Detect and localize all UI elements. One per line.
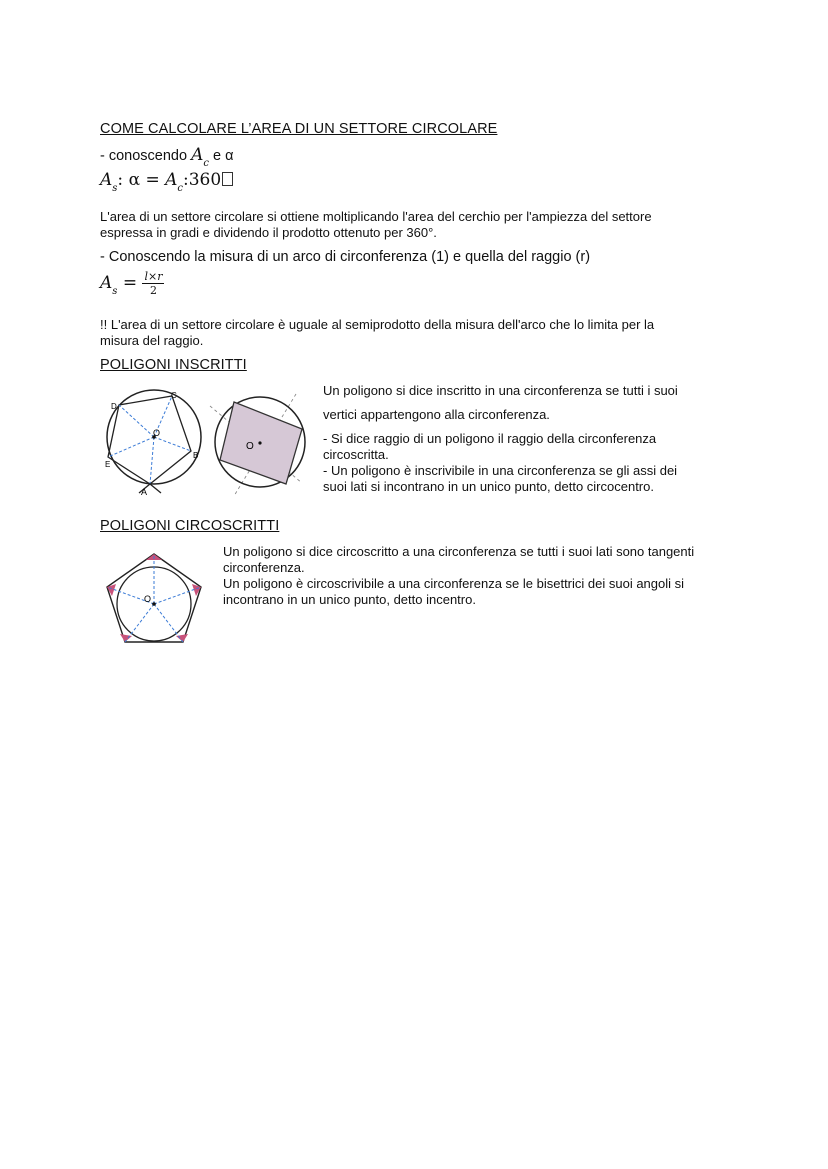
- label-a: A: [141, 487, 148, 497]
- formula-semiproduct: $A_s$ = $\frac{l\times r}{2}$: [100, 270, 163, 297]
- inscribed-square-figure: [206, 388, 312, 498]
- label-o: O: [246, 441, 254, 452]
- label-b: B: [193, 451, 199, 460]
- formula-proportion: $A_s$: $\alpha = A_c:360$: [100, 170, 233, 194]
- case1-area-symbol: $A_c$: [191, 145, 209, 169]
- label-e: E: [105, 460, 111, 469]
- inscribed-pentagon-figure: [100, 385, 212, 498]
- inscribed-title: POLIGONI INSCRITTI: [100, 357, 247, 373]
- label-o: O: [153, 428, 161, 438]
- case1-prefix: - conoscendo: [100, 148, 188, 164]
- case2-line: - Conoscendo la misura di un arco di circonferenza (1) e quella del raggio (r): [100, 249, 591, 265]
- circumscribed-text: Un poligono si dice circoscritto a una circonferenza se tutti i suoi lati sono tangenti circonferenza. Un poligono è circoscrivibile a una circonferenza se le bisettrici dei suoi angoli si incontrano in un unico punto, detto incentro.: [223, 544, 695, 607]
- case1-line: [100, 145, 234, 169]
- sector-title: COME CALCOLARE L’AREA DI UN SETTORE CIRCOLARE: [100, 121, 498, 137]
- circumscribed-pentagon-figure: [104, 552, 204, 648]
- label-o: O: [144, 594, 152, 604]
- case1-alpha: α: [225, 148, 234, 164]
- case1-and: e: [213, 148, 222, 164]
- inscribed-text: Un poligono si dice inscritto in una circonferenza se tutti i suoi vertici appartengono alla circonferenza. - Si dice raggio di un poligono il raggio della circonferenza circoscritta. - Un poligono è inscrivibile in una circonferenza se gli assi dei suoi lati si incontrano in un unico punto, detto circocentro.: [323, 383, 678, 494]
- sector-paragraph-2: !! L'area di un settore circolare è uguale al semiprodotto della misura dell'arco che lo limita per la misura del raggio.: [100, 317, 655, 348]
- missing-glyph-box: [222, 172, 233, 186]
- circumscribed-title: POLIGONI CIRCOSCRITTI: [100, 518, 280, 534]
- sector-paragraph-1: L'area di un settore circolare si ottiene moltiplicando l'area del cerchio per l'ampiezza del settore espressa in gradi e dividendo il prodotto ottenuto per 360°.: [100, 209, 652, 240]
- label-c: C: [171, 391, 177, 400]
- fraction: $\frac{l\times r}{2}$: [144, 270, 163, 297]
- label-d: D: [111, 402, 117, 411]
